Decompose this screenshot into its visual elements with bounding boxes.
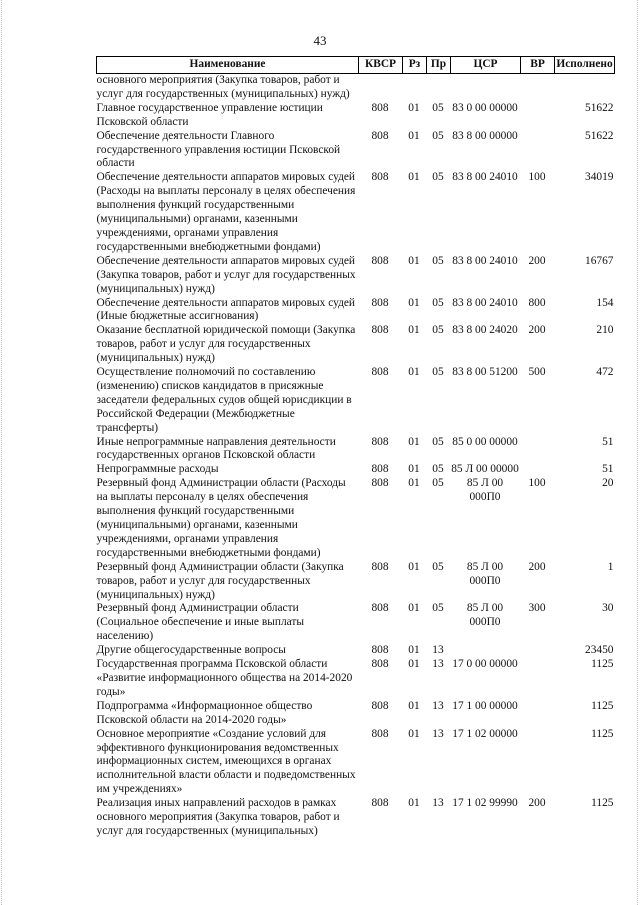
cell-rz: 01 bbox=[408, 602, 420, 615]
cell-name: Резервный фонд Администрации области (Закупка товаров, работ и услуг для государственных (муниципальных) нужд) bbox=[96, 560, 344, 601]
cell-csr: 83 8 00 24010 bbox=[452, 171, 518, 184]
cell-kvsr: 808 bbox=[371, 254, 389, 267]
table-row bbox=[97, 477, 615, 560]
table-row bbox=[97, 728, 615, 798]
header-kvsr: КВСР bbox=[359, 57, 403, 74]
cell-csr: 83 8 00 24010 bbox=[452, 296, 518, 309]
cell-rz: 01 bbox=[408, 171, 420, 184]
cell-csr: 83 8 00 24010 bbox=[452, 254, 518, 267]
cell-done: 154 bbox=[596, 296, 614, 309]
cell-done: 34019 bbox=[585, 171, 614, 184]
cell-rz: 01 bbox=[408, 129, 420, 142]
cell-pr: 05 bbox=[432, 101, 444, 114]
cell-csr: 85 Л 00 000П0 bbox=[466, 477, 504, 504]
cell-done: 1125 bbox=[591, 699, 614, 712]
cell-name: Реализация иных направлений расходов в рамках основного мероприятия (Закупка товаров, работ и услуг для государственных (муниципальных) bbox=[96, 797, 340, 837]
table-row bbox=[97, 324, 615, 366]
cell-name: Основное мероприятие «Создание условий для эффективного функционирования ведомственных информационных систем, имеющихся в органах исполнительной власти области и подведомственных им учреждениях» bbox=[96, 727, 356, 796]
cell-rz: 01 bbox=[408, 477, 420, 490]
cell-vr: 200 bbox=[528, 560, 546, 573]
cell-done: 1125 bbox=[591, 658, 614, 671]
table-row bbox=[97, 658, 615, 700]
table-row bbox=[97, 644, 615, 658]
cell-kvsr: 808 bbox=[371, 699, 389, 712]
header-pr: Пр bbox=[427, 57, 451, 74]
cell-pr: 13 bbox=[432, 797, 444, 810]
cell-name: Главное государственное управление юстиции Псковской области bbox=[96, 101, 323, 128]
cell-kvsr: 808 bbox=[371, 129, 389, 142]
cell-done: 210 bbox=[596, 324, 614, 337]
cell-pr: 05 bbox=[432, 463, 444, 476]
cell-done: 51622 bbox=[585, 129, 614, 142]
page-number: 43 bbox=[313, 33, 327, 48]
cell-rz: 01 bbox=[408, 560, 420, 573]
cell-kvsr: 808 bbox=[371, 658, 389, 671]
cell-csr: 83 8 00 00000 bbox=[452, 129, 518, 142]
table-row bbox=[97, 255, 615, 297]
table-row bbox=[97, 436, 615, 464]
cell-pr: 05 bbox=[432, 602, 444, 615]
cell-pr: 13 bbox=[432, 699, 444, 712]
cell-vr: 300 bbox=[528, 602, 546, 615]
cell-csr: 83 8 00 51200 bbox=[452, 366, 518, 379]
cell-pr: 05 bbox=[432, 171, 444, 184]
cell-vr: 100 bbox=[528, 171, 546, 184]
cell-kvsr: 808 bbox=[371, 644, 389, 657]
cell-name: Обеспечение деятельности Главного государственного управления юстиции Псковской области bbox=[96, 129, 341, 170]
header-vr: ВР bbox=[521, 57, 555, 74]
table-row bbox=[97, 171, 615, 254]
cell-pr: 13 bbox=[432, 644, 444, 657]
cell-kvsr: 808 bbox=[371, 727, 389, 740]
cell-name: Другие общегосударственные вопросы bbox=[96, 644, 286, 657]
table-row bbox=[97, 797, 615, 839]
cell-csr: 17 1 02 00000 bbox=[452, 727, 518, 740]
cell-done: 20 bbox=[602, 477, 614, 490]
header-rz: Рз bbox=[403, 57, 427, 74]
table-row bbox=[97, 561, 615, 603]
cell-csr bbox=[451, 74, 521, 102]
cell-name: Резервный фонд Администрации области (Расходы на выплаты персоналу в целях обеспечения выполнения функций государственными (муниципальными) органами, казенными учреждениями, органами управления государственными внебюджетными фондами) bbox=[96, 477, 346, 559]
cell-done: 51 bbox=[602, 463, 614, 476]
budget-table bbox=[96, 56, 615, 839]
cell-pr: 13 bbox=[432, 658, 444, 671]
cell-csr: 85 Л 00 000П0 bbox=[466, 602, 504, 629]
cell-vr bbox=[521, 644, 555, 658]
cell-pr: 05 bbox=[432, 560, 444, 573]
cell-kvsr: 808 bbox=[371, 602, 389, 615]
table-row bbox=[97, 463, 615, 477]
cell-rz: 01 bbox=[408, 254, 420, 267]
cell-pr: 05 bbox=[432, 324, 444, 337]
cell-kvsr: 808 bbox=[371, 366, 389, 379]
cell-csr: 85 Л 00 000П0 bbox=[466, 560, 504, 587]
table-row bbox=[97, 366, 615, 436]
cell-kvsr: 808 bbox=[371, 324, 389, 337]
cell-rz: 01 bbox=[408, 797, 420, 810]
cell-vr bbox=[521, 658, 555, 700]
cell-csr: 85 Л 00 00000 bbox=[451, 463, 519, 476]
cell-rz: 01 bbox=[408, 435, 420, 448]
cell-done: 1125 bbox=[591, 797, 614, 810]
cell-name: основного мероприятия (Закупка товаров, работ и услуг для государственных (муниципальных) нужд) bbox=[96, 74, 350, 100]
cell-pr: 05 bbox=[432, 477, 444, 490]
cell-kvsr: 808 bbox=[371, 296, 389, 309]
cell-done: 51 bbox=[602, 435, 614, 448]
cell-pr: 05 bbox=[432, 366, 444, 379]
cell-pr: 05 bbox=[432, 129, 444, 142]
cell-pr: 13 bbox=[432, 727, 444, 740]
cell-done: 472 bbox=[596, 366, 614, 379]
cell-csr: 17 1 00 00000 bbox=[452, 699, 518, 712]
cell-done: 1 bbox=[607, 560, 614, 573]
scan-edge-left bbox=[1, 0, 4, 905]
header-name: Наименование bbox=[97, 57, 359, 74]
cell-rz: 01 bbox=[408, 644, 420, 657]
cell-kvsr: 808 bbox=[371, 435, 389, 448]
cell-kvsr: 808 bbox=[371, 560, 389, 573]
cell-name: Обеспечение деятельности аппаратов мировых судей (Закупка товаров, работ и услуг для государственных (муниципальных) нужд) bbox=[96, 254, 356, 295]
cell-vr: 100 bbox=[528, 477, 546, 490]
table-row bbox=[97, 297, 615, 325]
cell-rz: 01 bbox=[408, 463, 420, 476]
cell-pr: 05 bbox=[432, 435, 444, 448]
cell-done bbox=[555, 74, 615, 102]
table-body bbox=[97, 74, 615, 839]
cell-name: Государственная программа Псковской области «Развитие информационного общества на 2014-2020 годы» bbox=[96, 658, 353, 698]
table-header bbox=[97, 57, 615, 74]
cell-csr: 83 0 00 00000 bbox=[452, 101, 518, 114]
cell-name: Подпрограмма «Информационное общество Псковской области на 2014-2020 годы» bbox=[96, 699, 313, 726]
cell-vr: 500 bbox=[528, 366, 546, 379]
cell-done: 1125 bbox=[591, 727, 614, 740]
cell-rz: 01 bbox=[408, 296, 420, 309]
cell-done: 16767 bbox=[585, 254, 614, 267]
cell-vr bbox=[521, 728, 555, 798]
cell-vr bbox=[521, 463, 555, 477]
cell-rz: 01 bbox=[408, 658, 420, 671]
header-csr: ЦСР bbox=[451, 57, 521, 74]
cell-rz bbox=[403, 74, 427, 102]
cell-csr: 17 0 00 00000 bbox=[452, 658, 518, 671]
cell-name: Обеспечение деятельности аппаратов мировых судей (Иные бюджетные ассигнования) bbox=[96, 296, 356, 323]
cell-kvsr bbox=[359, 74, 403, 102]
cell-kvsr: 808 bbox=[371, 463, 389, 476]
cell-vr: 200 bbox=[528, 797, 546, 810]
cell-name: Обеспечение деятельности аппаратов мировых судей (Расходы на выплаты персоналу в целях обеспечения выполнения функций государственными (муниципальными) органами, казенными учреждениями, органами управления государственными внебюджетными фондами) bbox=[96, 171, 356, 253]
cell-pr bbox=[427, 74, 451, 102]
cell-csr bbox=[451, 644, 521, 658]
table-row bbox=[97, 602, 615, 644]
cell-kvsr: 808 bbox=[371, 171, 389, 184]
header-row bbox=[97, 57, 615, 74]
cell-pr: 05 bbox=[432, 254, 444, 267]
cell-name: Оказание бесплатной юридической помощи (Закупка товаров, работ и услуг для государственных (муниципальных) нужд) bbox=[96, 324, 356, 365]
cell-rz: 01 bbox=[408, 699, 420, 712]
cell-vr bbox=[521, 74, 555, 102]
cell-csr: 85 0 00 00000 bbox=[452, 435, 518, 448]
cell-name: Резервный фонд Администрации области (Социальное обеспечение и иные выплаты населению) bbox=[96, 602, 305, 643]
cell-vr: 800 bbox=[528, 296, 546, 309]
cell-name: Непрограммные расходы bbox=[96, 463, 219, 476]
cell-vr bbox=[521, 102, 555, 130]
cell-name: Иные непрограммные направления деятельности государственных органов Псковской области bbox=[96, 435, 336, 462]
cell-csr: 17 1 02 99990 bbox=[452, 797, 518, 810]
cell-pr: 05 bbox=[432, 296, 444, 309]
cell-rz: 01 bbox=[408, 366, 420, 379]
cell-kvsr: 808 bbox=[371, 101, 389, 114]
table-row bbox=[97, 700, 615, 728]
cell-done: 51622 bbox=[585, 101, 614, 114]
cell-rz: 01 bbox=[408, 324, 420, 337]
cell-csr: 83 8 00 24020 bbox=[452, 324, 518, 337]
table-row bbox=[97, 74, 615, 102]
cell-rz: 01 bbox=[408, 101, 420, 114]
table-row bbox=[97, 130, 615, 172]
table-row bbox=[97, 102, 615, 130]
cell-vr bbox=[521, 436, 555, 464]
cell-done: 23450 bbox=[585, 644, 614, 657]
cell-kvsr: 808 bbox=[371, 797, 389, 810]
cell-rz: 01 bbox=[408, 727, 420, 740]
cell-vr: 200 bbox=[528, 324, 546, 337]
cell-done: 30 bbox=[602, 602, 614, 615]
cell-vr: 200 bbox=[528, 254, 546, 267]
cell-name: Осуществление полномочий по составлению (изменению) списков кандидатов в присяжные заседатели федеральных судов общей юрисдикции в Российской Федерации (Межбюджетные трансферты) bbox=[96, 366, 352, 434]
cell-vr bbox=[521, 130, 555, 172]
header-done: Исполнено bbox=[555, 57, 615, 74]
cell-kvsr: 808 bbox=[371, 477, 389, 490]
cell-vr bbox=[521, 700, 555, 728]
